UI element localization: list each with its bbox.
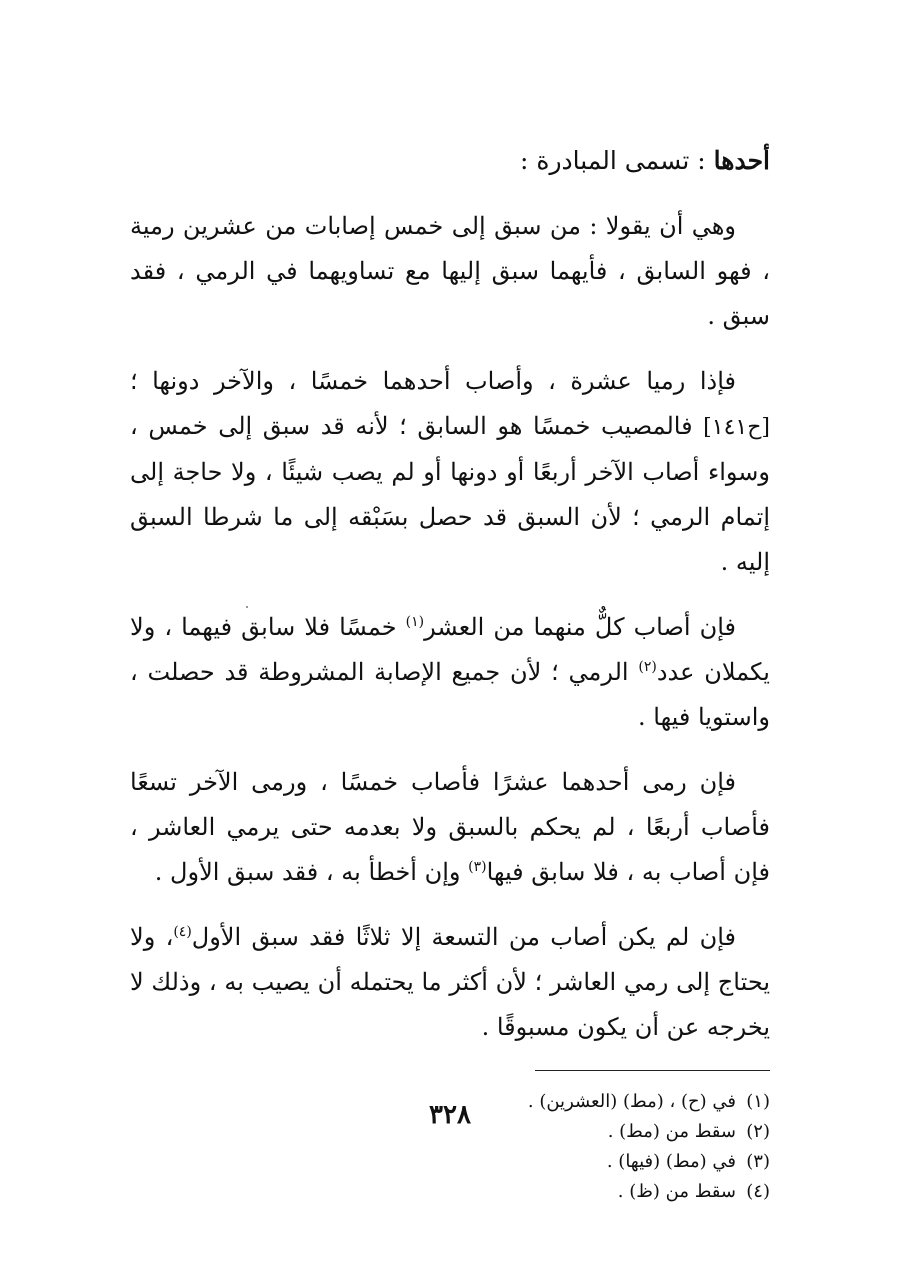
paragraph-5	[130, 915, 770, 1050]
paragraph-1	[130, 204, 770, 339]
manuscript-reference: [ح١٤١]	[703, 415, 770, 440]
paragraph-4	[130, 760, 770, 895]
footnote-text: سقط من (مط) .	[607, 1121, 736, 1142]
heading-label: أحدها	[713, 146, 770, 175]
footnote-3	[130, 1147, 770, 1177]
paragraph-1-text: وهي أن يقولا : من سبق إلى خمس إصابات من عشرين رمية ، فهو السابق ، فأيهما سبق إليها مع تساويهما في الرمي ، فقد سبق .	[130, 212, 770, 330]
footnote-number: (١)	[746, 1091, 770, 1112]
footnote-text: في (ح) ، (مط) (العشرين) .	[527, 1091, 736, 1112]
paragraph-5-text-a: فإن لم يكن أصاب من التسعة إلا ثلاثًا فقد سبق الأول	[191, 923, 736, 951]
footnote-marker-3: (٣)	[468, 859, 487, 875]
footnote-number: (٣)	[746, 1151, 770, 1172]
footnote-marker-4: (٤)	[173, 924, 192, 940]
footnote-marker-1: (١)	[405, 614, 425, 630]
footnote-number: (٤)	[746, 1181, 770, 1202]
paragraph-2	[130, 359, 770, 585]
scan-speck	[246, 606, 248, 608]
footnote-4	[130, 1177, 770, 1207]
footnote-number: (٢)	[746, 1121, 770, 1142]
footnote-separator	[535, 1070, 770, 1071]
paragraph-5-text-b: ، ولا يحتاج إلى رمي العاشر ؛ لأن أكثر ما يحتمله أن يصيب به ، وذلك لا يخرجه عن أن يكون مسبوقًا .	[130, 923, 771, 1041]
footnote-marker-2: (٢)	[638, 659, 657, 675]
footnote-text: سقط من (ظ) .	[617, 1181, 736, 1202]
paragraph-4-text-b: وإن أخطأ به ، فقد سبق الأول .	[154, 858, 461, 886]
paragraph-3-text-c: الرمي ؛ لأن جميع الإصابة المشروطة قد حصلت ، واستويا فيها .	[130, 658, 770, 731]
paragraph-3	[130, 605, 770, 740]
page-number: ٣٢٨	[429, 1100, 471, 1130]
footnote-text: في (مط) (فيها) .	[606, 1151, 736, 1172]
paragraph-3-text-a: فإن أصاب كلٌّ منهما من العشر	[424, 613, 736, 641]
paragraph-2-text-a: فإذا رميا عشرة ، وأصاب أحدهما خمسًا ، والآخر دونها ؛	[130, 367, 736, 395]
paragraph-3-text-b: خمسًا فلا سابق فيهما ، ولا يكملان عدد	[130, 613, 770, 686]
paragraph-4-text-a: فإن رمى أحدهما عشرًا فأصاب خمسًا ، ورمى الآخر تسعًا فأصاب أربعًا ، لم يحكم بالسبق ولا بعدمه حتى يرمي العاشر ، فإن أصاب به ، فلا سابق فيها	[130, 768, 771, 886]
section-heading	[130, 138, 770, 184]
paragraph-2-text-b: فالمصيب خمسًا هو السابق ؛ لأنه قد سبق إلى خمس ، وسواء أصاب الآخر أربعًا أو دونها أو لم يصب شيئًا ، ولا حاجة إلى إتمام الرمي ؛ لأن السبق قد حصل بسَبْقه إلى ما شرطا السبق إليه .	[130, 412, 770, 576]
heading-text: : تسمى المبادرة :	[520, 146, 706, 175]
page-body	[130, 138, 770, 1207]
